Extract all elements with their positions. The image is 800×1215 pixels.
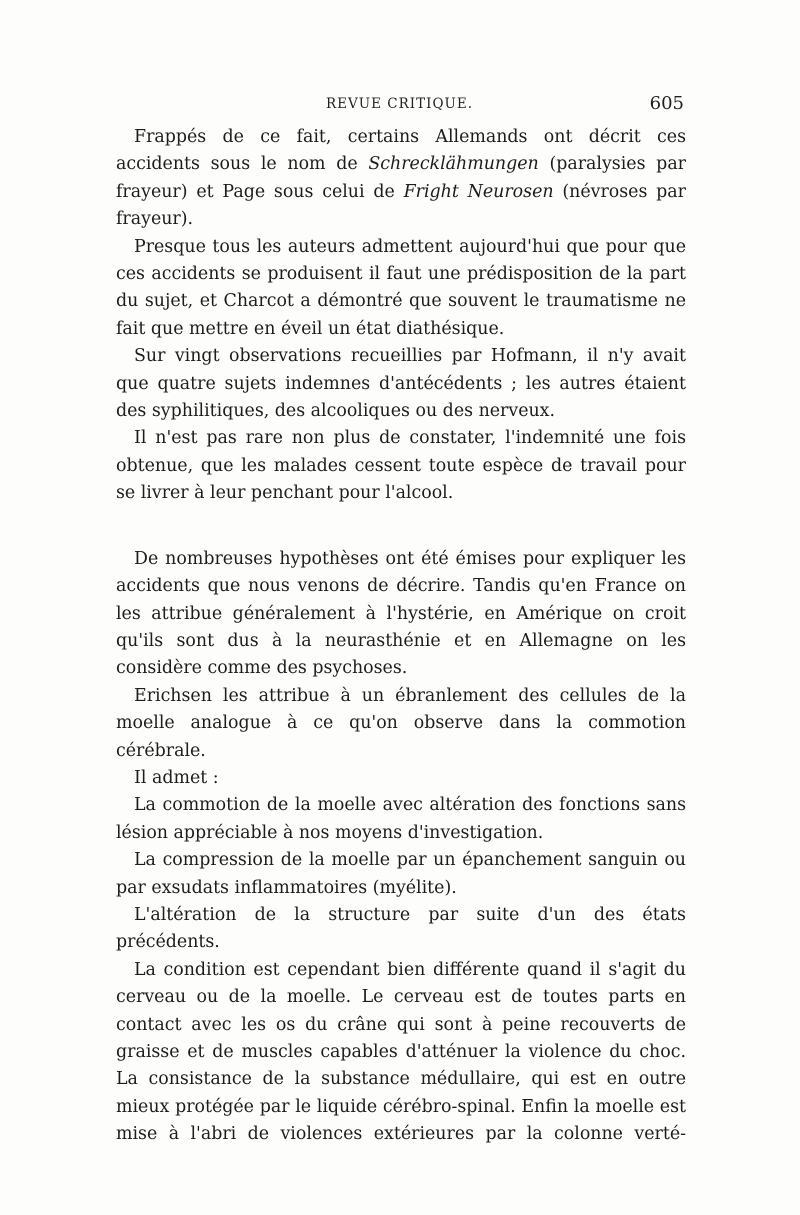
page-header [116, 93, 686, 118]
paragraph-text: (paralysies par frayeur) et Page sous celui de [116, 154, 686, 202]
german-term: Schrecklähmungen [368, 154, 539, 175]
paragraph-hofmann: Sur vingt observations recueillies par Hofmann, il n'y avait que quatre sujets indemnes d'antécédents ; les autres étaient des syphilitiques, des alcooliques ou des nerveux. [116, 346, 686, 422]
paragraph-indemnity: Il n'est pas rare non plus de constater, l'indemnité une fois obtenue, que les malades cessent toute espèce de travail pour se livrer à leur penchant pour l'alcool. [116, 428, 686, 504]
running-title: REVUE CRITIQUE. [326, 96, 474, 112]
paragraph-alteration: L'altération de la structure par suite d'un des états précédents. [116, 904, 686, 953]
paragraph-brain-vs-cord: La condition est cependant bien différente quand il s'agit du cerveau ou de la moelle. Le cerveau est de toutes parts en contact avec les os du crâne qui sont à peine recouverts de graisse et de muscles capables d'atténuer la violence du choc. La consistance de la substance médullaire, qui est en outre mieux protégée par le liquide cérébro-spinal. Enfin la moelle est mise à l'abri de violences extérieures par la colonne verté- [116, 959, 686, 1145]
page-number: 605 [649, 93, 684, 114]
paragraph-erichsen: Erichsen les attribue à un ébranlement des cellules de la moelle analogue à ce qu'on observe dans la commotion cérébrale. [116, 685, 686, 761]
paragraph-predisposition: Presque tous les auteurs admettent aujourd'hui que pour que ces accidents se produisent il faut une prédisposition de la part du sujet, et Charcot a démontré que souvent le traumatisme ne fait que mettre en éveil un état diathésique. [116, 236, 686, 339]
paragraph-il-admet: Il admet : [134, 767, 219, 788]
paragraph-text: (névroses par frayeur). [116, 181, 686, 230]
english-term: Fright Neurosen [403, 181, 554, 202]
paragraph-fright-paralysis [116, 124, 686, 234]
paragraph-hypotheses: De nombreuses hypothèses ont été émises pour expliquer les accidents que nous venons de décrire. Tandis qu'en France on les attribue généralement à l'hystérie, en Amérique on croit qu'ils sont dus à la neurasthénie et en Allemagne on les considère comme des psychoses. [116, 548, 686, 679]
paragraph-commotion: La commotion de la moelle avec altération des fonctions sans lésion appréciable à nos moyens d'investigation. [116, 795, 686, 843]
body-text [116, 124, 686, 1149]
paragraph-text: Frappés de ce fait, certains Allemands ont décrit ces accidents sous le nom de [116, 127, 686, 175]
paragraph-compression: La compression de la moelle par un épanchement sanguin ou par exsudats inflammatoires (myélite). [116, 850, 686, 898]
